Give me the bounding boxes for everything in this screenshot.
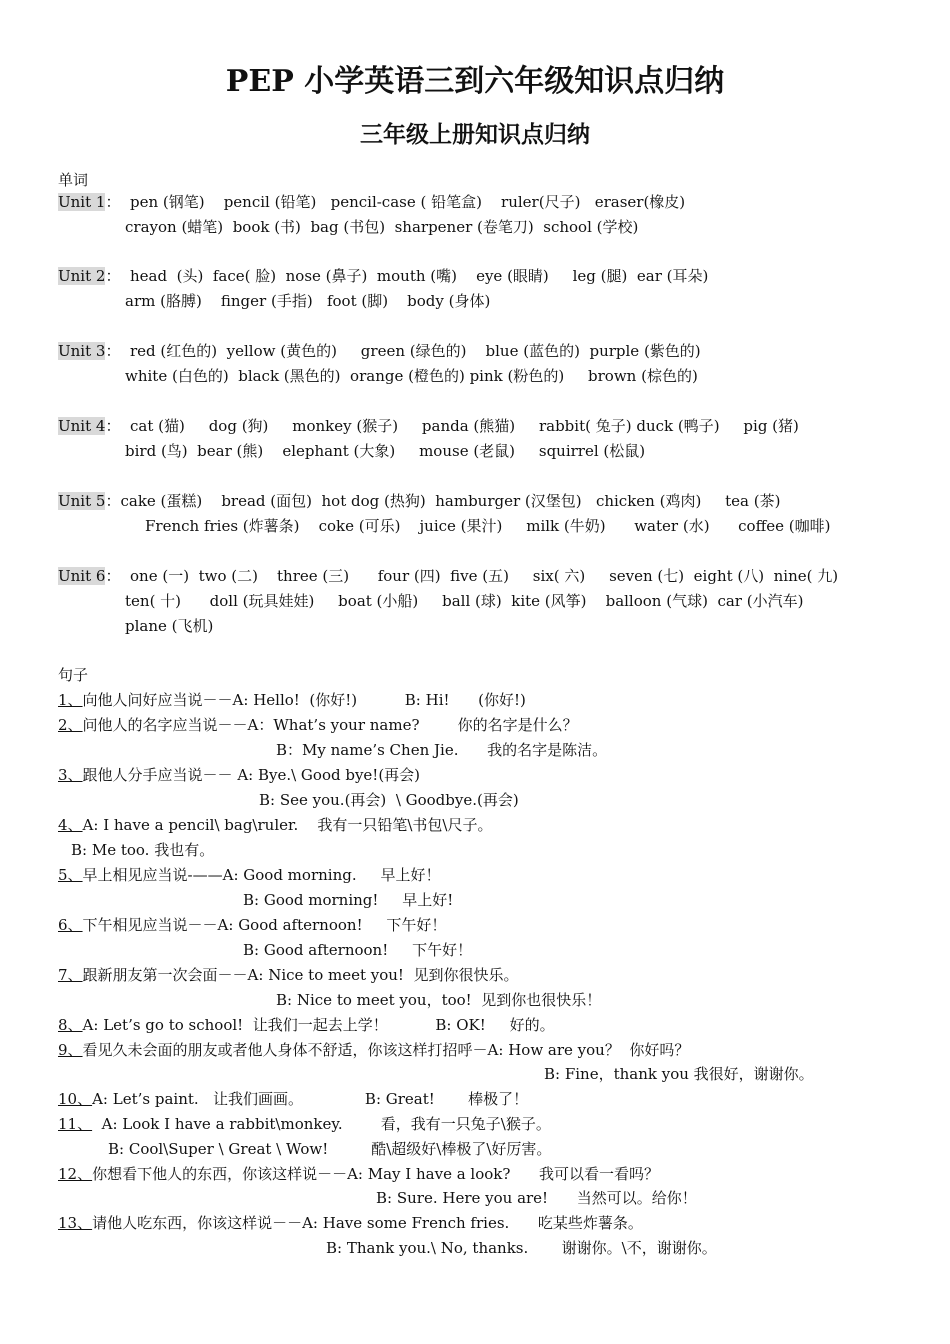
sentence-number: 1、 — [58, 691, 83, 709]
sentence-7 — [58, 965, 519, 985]
unit-words: cat (猫) dog (狗) monkey (猴子) panda (熊猫) rabbit( 兔子) duck (鸭子) pig (猪) — [120, 417, 799, 435]
unit-label: Unit 5 — [58, 492, 106, 510]
sentence-2 — [58, 715, 578, 735]
sentence-number: 12、 — [58, 1165, 93, 1183]
unit-label: Unit 6 — [58, 567, 106, 585]
sentence-3 — [58, 765, 420, 785]
unit-words: pen (钢笔) pencil (铅笔) pencil-case ( 铅笔盒) ruler(尺子) eraser(橡皮) — [120, 193, 686, 211]
sentence-number: 2、 — [58, 716, 83, 734]
unit-words: one (一) two (二) three (三) four (四) five (五) six( 六) seven (七) eight (八) nine( 九) — [120, 567, 839, 585]
unit-label: Unit 2 — [58, 267, 106, 285]
sentence-text: 请他人吃东西，你该这样说－－A: Have some French fries. 吃某些炸薯条。 — [92, 1214, 643, 1232]
sentence-text: 看见久未会面的朋友或者他人身体不舒适，你该这样打招呼－A: How are you？ 你好吗？ — [82, 1041, 690, 1059]
sentence-text: 向他人问好应当说－－A: Hello! (你好!) B: Hi! (你好!) — [82, 691, 526, 709]
sentence-number: 9、 — [58, 1041, 83, 1059]
unit-words: head (头) face( 脸) nose (鼻子) mouth (嘴) eye (眼睛) leg (腿) ear (耳朵) — [120, 267, 709, 285]
vocab-heading: 单词 — [58, 171, 89, 189]
sentence-6-reply: B: Good afternoon! 下午好！ — [243, 941, 473, 959]
unit-separator: ： — [105, 417, 121, 435]
unit-1-line-1 — [58, 192, 685, 212]
unit-5-line-1 — [58, 491, 780, 511]
sentence-12 — [58, 1164, 659, 1184]
sentence-number: 10、 — [58, 1090, 93, 1108]
unit-4-line-2: bird (鸟) bear (熊) elephant (大象) mouse (老鼠) squirrel (松鼠) — [125, 442, 646, 460]
unit-4-line-1 — [58, 416, 799, 436]
sentence-9-reply: B: Fine，thank you 我很好，谢谢你。 — [544, 1065, 814, 1083]
unit-2-line-2: arm (胳膊) finger (手指) foot (脚) body (身体) — [125, 292, 491, 310]
sentence-text: A: Let’s go to school! 让我们一起去上学！ B: OK! 好的。 — [82, 1016, 555, 1034]
sentence-text: 跟他人分手应当说－－ A: Bye.\ Good bye!(再会) — [82, 766, 421, 784]
sentence-8 — [58, 1015, 555, 1035]
sentence-text: 早上相见应当说-——A: Good morning. 早上好！ — [82, 866, 441, 884]
sentence-number: 11、 — [58, 1115, 93, 1133]
unit-separator: ： — [105, 567, 121, 585]
sentence-number: 8、 — [58, 1016, 83, 1034]
sentence-12-reply: B: Sure. Here you are! 当然可以。给你！ — [376, 1189, 697, 1207]
unit-separator: ： — [105, 267, 121, 285]
unit-3-line-2: white (白色的) black (黑色的) orange (橙色的) pink (粉色的) brown (棕色的) — [125, 367, 698, 385]
sentence-number: 6、 — [58, 916, 83, 934]
sentence-number: 13、 — [58, 1214, 93, 1232]
unit-6-line-2: ten( 十) doll (玩具娃娃) boat (小船) ball (球) kite (风筝) balloon (气球) car (小汽车) — [125, 592, 804, 610]
unit-3-line-1 — [58, 341, 701, 361]
sentence-4-reply: B: Me too. 我也有。 — [71, 841, 215, 859]
sentence-11 — [58, 1114, 551, 1134]
sentence-text: 跟新朋友第一次会面－－A: Nice to meet you! 见到你很快乐。 — [82, 966, 519, 984]
sentence-4 — [58, 815, 492, 835]
sentence-5-reply: B: Good morning! 早上好! — [243, 891, 454, 909]
sentence-text: 问他人的名字应当说－－A：What’s your name? 你的名字是什么？ — [82, 716, 578, 734]
sentence-7-reply: B: Nice to meet you，too! 见到你也很快乐！ — [276, 991, 602, 1009]
unit-words: red (红色的) yellow (黄色的) green (绿色的) blue (蓝色的) purple (紫色的) — [120, 342, 701, 360]
sentence-11-reply: B: Cool\Super \ Great \ Wow! 酷\超级好\棒极了\好厉害。 — [108, 1140, 552, 1158]
sentence-text: 你想看下他人的东西，你该这样说－－A: May I have a look? 我可以看一看吗？ — [92, 1165, 660, 1183]
document-subtitle: 三年级上册知识点归纳 — [360, 121, 590, 148]
unit-1-line-2: crayon (蜡笔) book (书) bag (书包) sharpener (卷笔刀) school (学校) — [125, 218, 639, 236]
sentence-13-reply: B: Thank you.\ No, thanks. 谢谢你。\不，谢谢你。 — [326, 1239, 717, 1257]
unit-6-line-1 — [58, 566, 838, 586]
unit-words: cake (蛋糕) bread (面包) hot dog (热狗) hamburger (汉堡包) chicken (鸡肉) tea (茶) — [120, 492, 781, 510]
sentences-heading: 句子 — [58, 666, 89, 684]
unit-separator: ： — [105, 492, 121, 510]
sentence-10 — [58, 1089, 528, 1109]
unit-label: Unit 1 — [58, 193, 106, 211]
sentence-number: 5、 — [58, 866, 83, 884]
sentence-1 — [58, 690, 526, 710]
sentence-text: A: I have a pencil\ bag\ruler. 我有一只铅笔\书包\尺子。 — [82, 816, 493, 834]
unit-6-line-3: plane (飞机) — [125, 617, 214, 635]
unit-5-line-2: French fries (炸薯条) coke (可乐) juice (果汁) milk (牛奶) water (水) coffee (咖啡) — [145, 517, 831, 535]
sentence-6 — [58, 915, 446, 935]
sentence-13 — [58, 1213, 643, 1233]
unit-separator: ： — [105, 193, 121, 211]
sentence-3-reply: B: See you.(再会) \ Goodbye.(再会) — [259, 791, 519, 809]
unit-label: Unit 4 — [58, 417, 106, 435]
sentence-number: 4、 — [58, 816, 83, 834]
sentence-text: 下午相见应当说－－A: Good afternoon! 下午好！ — [82, 916, 447, 934]
sentence-number: 3、 — [58, 766, 83, 784]
sentence-9 — [58, 1040, 689, 1060]
sentence-5 — [58, 865, 440, 885]
sentence-text: A: Let’s paint. 让我们画画。 B: Great! 棒极了！ — [92, 1090, 529, 1108]
unit-label: Unit 3 — [58, 342, 106, 360]
document-title: PEP 小学英语三到六年级知识点归纳 — [225, 64, 725, 99]
unit-2-line-1 — [58, 266, 708, 286]
sentence-number: 7、 — [58, 966, 83, 984]
sentence-text: A: Look I have a rabbit\monkey. 看，我有一只兔子\猴子。 — [92, 1115, 551, 1133]
sentence-2-reply: B：My name’s Chen Jie. 我的名字是陈洁。 — [276, 741, 608, 759]
unit-separator: ： — [105, 342, 121, 360]
